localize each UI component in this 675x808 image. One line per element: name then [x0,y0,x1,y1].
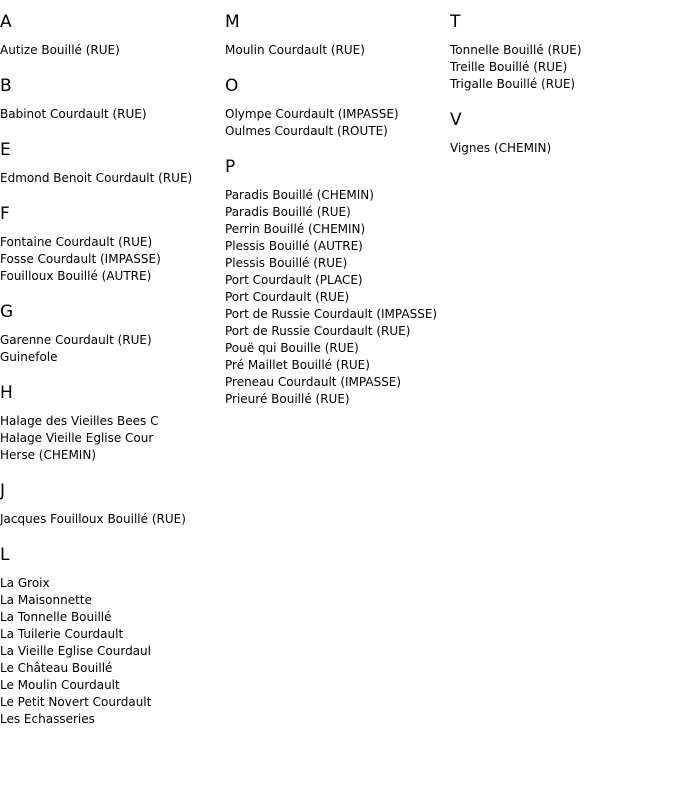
letter-heading: L [0,545,10,565]
street-name: Perrin Bouillé (CHEMIN) [225,222,366,236]
index-column-3 [450,12,674,174]
letter-heading: M [225,12,240,32]
street-name: Babinot Courdault (RUE) [0,107,147,121]
street-name: La Groix [0,576,50,590]
street-name: Pré Maillet Bouillé (RUE) [225,358,370,372]
letter-section [0,12,224,59]
street-name: Jacques Fouilloux Bouillé (RUE) [0,512,186,526]
street-name: Trigalle Bouillé (RUE) [450,77,576,91]
street-name: Halage Vieille Eglise Cour [0,431,154,445]
street-list [0,42,224,59]
street-name: Guinefole [0,350,58,364]
street-list [0,511,224,528]
street-name: Plessis Bouillé (RUE) [225,256,348,270]
street-name: La Tonnelle Bouillé [0,610,112,624]
street-name: Pouë qui Bouille (RUE) [225,341,359,355]
letter-heading: B [0,76,12,96]
street-name: La Maisonnette [0,593,92,607]
street-list [225,187,449,408]
letter-heading: J [0,481,6,501]
street-name: Treille Bouillé (RUE) [450,60,568,74]
letter-section [0,383,224,464]
street-name: Autize Bouillé (RUE) [0,43,120,57]
street-name: Garenne Courdault (RUE) [0,333,152,347]
street-list [0,234,224,285]
letter-heading: T [450,12,461,32]
letter-section [450,110,674,157]
street-name: Moulin Courdault (RUE) [225,43,365,57]
street-list [450,42,674,93]
letter-heading: E [0,140,11,160]
letter-section [225,12,449,59]
letter-heading: H [0,383,13,403]
street-name: Prieuré Bouillé (RUE) [225,392,350,406]
street-name: Fosse Courdault (IMPASSE) [0,252,161,266]
street-name: Paradis Bouillé (CHEMIN) [225,188,374,202]
letter-heading: A [0,12,12,32]
street-name: Halage des Vieilles Bees C [0,414,159,428]
street-list [0,106,224,123]
street-name: La Tuilerie Courdault [0,627,124,641]
street-name: Port Courdault (RUE) [225,290,350,304]
street-name: Fouilloux Bouillé (AUTRE) [0,269,152,283]
letter-heading: F [0,204,10,224]
letter-section [0,545,224,728]
street-list [225,106,449,140]
street-list [225,42,449,59]
street-list [0,413,224,464]
street-name: Fontaine Courdault (RUE) [0,235,153,249]
street-name: Les Echasseries [0,712,95,726]
index-column-1 [0,12,224,745]
letter-section [0,140,224,187]
street-name: Preneau Courdault (IMPASSE) [225,375,402,389]
street-name: Le Moulin Courdault [0,678,120,692]
letter-heading: P [225,157,236,177]
street-name: Vignes (CHEMIN) [450,141,552,155]
index-column-2 [225,12,449,425]
street-list [450,140,674,157]
street-name: Le Petit Novert Courdault [0,695,152,709]
letter-section [225,76,449,140]
letter-section [0,204,224,285]
letter-section [0,481,224,528]
letter-heading: V [450,110,462,130]
letter-section [450,12,674,93]
letter-heading: O [225,76,239,96]
street-name: Port de Russie Courdault (RUE) [225,324,411,338]
letter-section [0,302,224,366]
street-name: Herse (CHEMIN) [0,448,97,462]
street-name: Edmond Benoit Courdault (RUE) [0,171,193,185]
street-name: Tonnelle Bouillé (RUE) [450,43,582,57]
street-list [0,575,224,728]
street-name: Port Courdault (PLACE) [225,273,363,287]
street-name: Le Château Bouillé [0,661,113,675]
street-name: Oulmes Courdault (ROUTE) [225,124,388,138]
street-name: La Vieille Eglise Courdaul [0,644,151,658]
street-list [0,170,224,187]
street-name: Olympe Courdault (IMPASSE) [225,107,399,121]
street-name: Plessis Bouillé (AUTRE) [225,239,363,253]
street-name: Port de Russie Courdault (IMPASSE) [225,307,438,321]
street-list [0,332,224,366]
letter-section [0,76,224,123]
letter-section [225,157,449,408]
street-name: Paradis Bouillé (RUE) [225,205,351,219]
letter-heading: G [0,302,14,322]
